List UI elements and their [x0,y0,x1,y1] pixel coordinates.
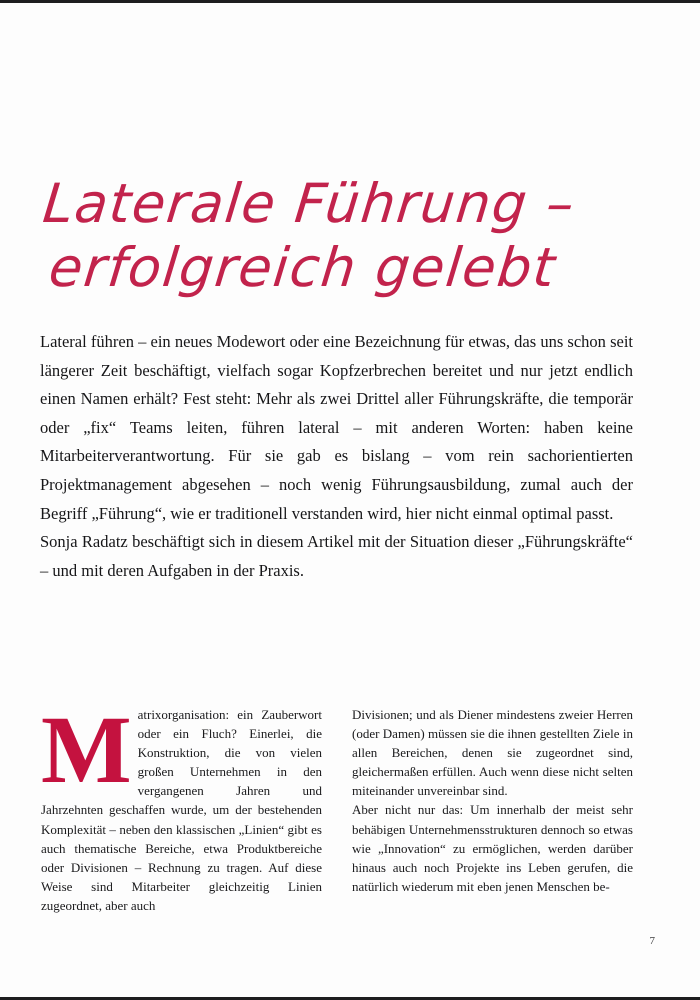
scan-edge-top [0,0,700,3]
body-right-paragraph-2: Aber nicht nur das: Um innerhalb der meist sehr behäbigen Unternehmensstrukturen dennoch so etwas wie „Innovation“ zu ermöglichen, werden darüber hinaus auch noch Projekte ins Leben gerufen, die natürlich wiederum mit eben jenen Menschen be- [352,802,633,894]
body-right-paragraph-1: Divisionen; und als Diener mindestens zweier Herren (oder Damen) müssen sie die ihnen gestellten Ziele in allen Bereichen, denen sie zugeordnet sind, gleichermaßen erfüllen. Auch wenn diese nicht selten miteinander unvereinbar sind. [352,707,633,799]
article-title-line-1: Laterale Führung – [40,172,579,235]
body-left-paragraph-1: Matrixorganisation: ein Zauberwort oder ein Fluch? Einerlei, die Konstruktion, die von vielen großen Unternehmen in den vergangenen Jahren und Jahrzehnten geschaffen wurde, um der bestehenden Komplexität – neben den klassischen „Linien“ gibt es auch thematische Bereiche, etwa Produktbereiche oder Divisionen – Rechnung zu tragen. Auf diese Weise sind Mitarbeiter gleichzeitig Linien zugeordnet, aber auch [41,696,322,913]
lead-paragraph-2: Sonja Radatz beschäftigt sich in diesem Artikel mit der Situation dieser „Führungskräfte“ – und mit deren Aufgaben in der Praxis. [40,532,633,580]
article-lead [40,328,633,585]
article-body [41,696,633,915]
article-title-line-2: erfolgreich gelebt [46,236,560,299]
body-column-left [41,696,322,915]
lead-paragraph-1: Lateral führen – ein neues Modewort oder eine Bezeichnung für etwas, das uns schon seit längerer Zeit beschäftigt, vielfach sogar Kopfzerbrechen bereitet und nur jetzt endlich einen Namen erhält? Fest steht: Mehr als zwei Drittel aller Führungskräfte, die temporär oder „fix“ Teams leiten, führen lateral – mit anderen Worten: haben keine Mitarbeiterverantwortung. Für sie gab es bislang – vom rein sachorientierten Projektmanagement abgesehen – noch wenig Führungsausbildung, zumal auch der Begriff „Führung“, wie er traditionell verstanden wird, hier nicht einmal optimal passt. [40,332,633,523]
body-column-right [352,705,633,915]
article-title [40,172,640,300]
page-number: 7 [649,935,655,947]
